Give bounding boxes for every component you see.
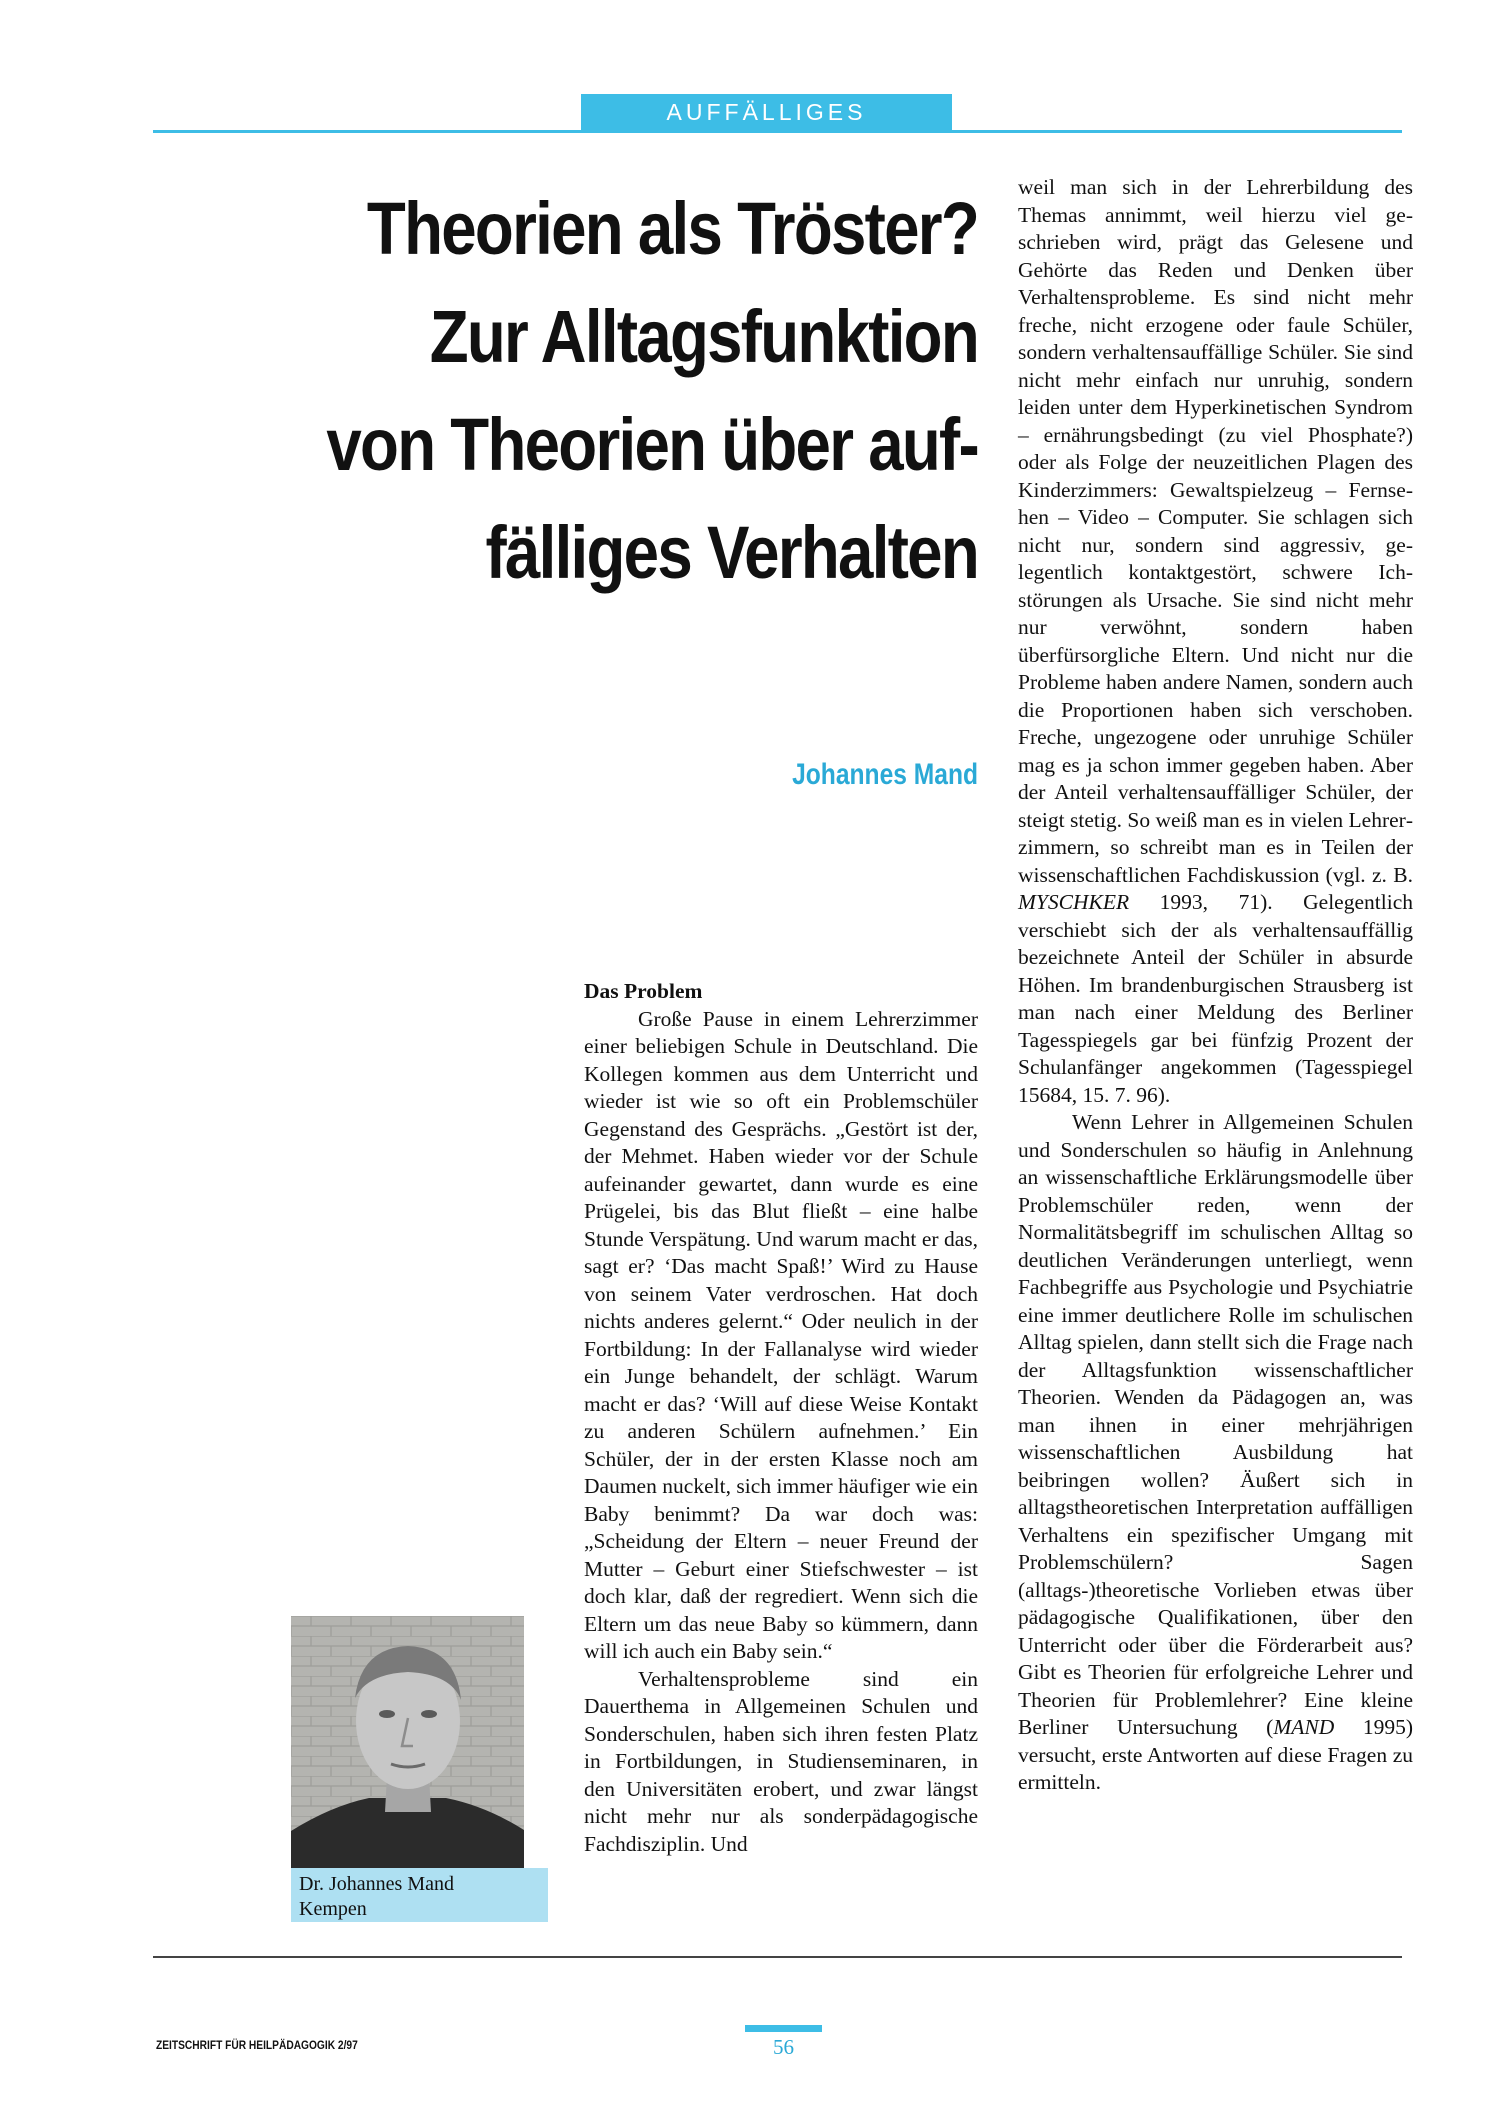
page-number: 56: [773, 2035, 794, 2059]
section-heading: Das Problem: [584, 979, 703, 1003]
article-author: Johannes Mand: [792, 758, 978, 791]
column-right: [1018, 174, 1413, 1797]
text-run: 1993, 71). Gelegentlich verschiebt sich der als verhaltensauffällig bezeichnete Anteil der Schüler in absurde Höhen. Im brandenburgischen Strausberg ist man nach einer Meldung des Berliner Tagesspiegels gar bei fünfzig Prozent der Schulanfänger angekommen (Tagesspiegel 15684, 15. 7. 96).: [1018, 890, 1413, 1107]
paragraph: Verhaltensprobleme sind ein Dauerthema in Allgemeinen Schulen und Sonderschulen, haben sich ihren festen Platz in Fortbildungen, in Studienseminaren, in den Universitäten erobert, und zwar längst nicht mehr nur als sonderpädagogische Fachdisziplin. Und: [584, 1666, 978, 1856]
column-middle: [584, 978, 978, 1858]
author-portrait-image: [291, 1616, 524, 1868]
top-rule: [153, 130, 1402, 133]
paragraph: [1018, 174, 1413, 1109]
text-run: 1995) versucht, erste Antworten auf diese Fragen zu ermitteln.: [1018, 1715, 1413, 1794]
author-photo: [291, 1616, 524, 1868]
photo-caption: [291, 1868, 548, 1922]
text-run: weil man sich in der Lehrerbildung des Themas annimmt, weil hierzu viel geschrieben wird, prägt das Gelesene und Gehörte das Reden und Denken über Verhaltensprobleme. Es sind nicht mehr freche, nicht erzogene oder faule Schüler, sondern verhaltensauffällige Schüler. Sie sind nicht mehr einfach nur unruhig, sondern leiden unter dem Hyperkinetischen Syndrom – ernährungsbedingt (zu viel Phosphate?) oder als Folge der neuzeitlichen Plagen des Kinderzimmers: Gewaltspielzeug – Fernsehen – Video – Computer. Sie schlagen sich nicht nur, sondern sind aggressiv, gelegentlich kontaktgestört, schwere Ichstörungen als Ursache. Sie sind nicht mehr nur verwöhnt, sondern haben überfürsorgliche Eltern. Und nicht nur die Probleme haben andere Namen, sondern auch die Proportionen haben sich verschoben. Freche, ungezogene oder unruhige Schüler mag es ja schon immer gegeben haben. Aber der Anteil verhaltensauffälliger Schüler, der steigt stetig. So weiß man es in vielen Lehrerzimmern, so schreibt man es in Teilen der wissenschaftlichen Fachdiskussion (vgl. z. B.: [1018, 175, 1413, 887]
caption-name: Dr. Johannes Mand: [299, 1873, 454, 1895]
title-line: von Theorien über auf-: [326, 403, 979, 486]
citation-author: MAND: [1273, 1715, 1335, 1739]
paragraph: [1018, 1109, 1413, 1797]
title-line: fälliges Verhalten: [485, 511, 978, 594]
paragraph: Große Pause in einem Lehrerzimmer einer beliebigen Schule in Deutschland. Die Kollegen kommen aus dem Unterricht und wieder ist wie so oft ein Problemschüler Gegenstand des Gesprächs. „Gestört ist der, der Mehmet. Haben wieder vor der Schule aufeinander gewartet, dann wurde es eine Prügelei, bis das Blut fließt – eine halbe Stunde Verspätung. Und warum macht er das, sagt er? ‘Das macht Spaß!’ Wird zu Hause von seinem Vater verdroschen. Hat doch nichts anderes gelernt.“ Oder neulich in der Fortbildung: In der Fallanalyse wird wieder ein Junge behandelt, der schlägt. Warum macht er das? ‘Will auf diese Weise Kontakt zu anderen Schülern aufnehmen.’ Ein Schüler, der in der ersten Klasse noch am Daumen nuckelt, sich immer häufiger wie ein Baby benimmt? Da war doch was: „Scheidung der Eltern – neuer Freund der Mutter – Geburt einer Stiefschwester – ist doch klar, daß der regrediert. Wenn sich die Eltern um das neue Baby so kümmern, dann will ich auch ein Baby sein.“: [584, 1006, 978, 1663]
text-run: Wenn Lehrer in Allgemeinen Schulen und Sonderschulen so häufig in Anlehnung an wissenschaftliche Erklärungsmodelle über Problemschüler reden, wenn der Normalitätsbegriff im schulischen Alltag so deutlichen Veränderungen unterliegt, wenn Fachbegriffe aus Psychologie und Psychiatrie eine immer deutlichere Rolle im schulischen Alltag spielen, dann stellt sich die Frage nach der Alltagsfunktion wissenschaftlicher Theorien. Wenden da Pädagogen an, was man ihnen in einer mehrjährigen wissenschaftlichen Ausbildung hat beibringen wollen? Äußert sich in alltagstheoretischen Interpretation auffälligen Verhaltens ein spezifischer Umgang mit Problemschülern? Sagen (alltags-)theoretische Vorlieben etwas über pädagogische Qualifikationen, über den Unterricht oder über die Förderarbeit aus? Gibt es Theorien für erfolgreiche Lehrer und Theorien für Problemlehrer? Eine kleine Berliner Untersuchung (: [1018, 1110, 1413, 1739]
citation-author: MYSCHKER: [1018, 890, 1130, 914]
caption-location: Kempen: [299, 1898, 367, 1920]
article-title: [275, 175, 978, 607]
title-line: Theorien als Tröster?: [366, 187, 978, 270]
section-header: AUFFÄLLIGES VERHALTEN: [581, 94, 952, 130]
journal-name: ZEITSCHRIFT FÜR HEILPÄDAGOGIK 2/97: [156, 2038, 358, 2052]
page-number-bar: [745, 2025, 822, 2032]
bottom-rule: [153, 1956, 1402, 1958]
title-line: Zur Alltagsfunktion: [429, 295, 978, 378]
